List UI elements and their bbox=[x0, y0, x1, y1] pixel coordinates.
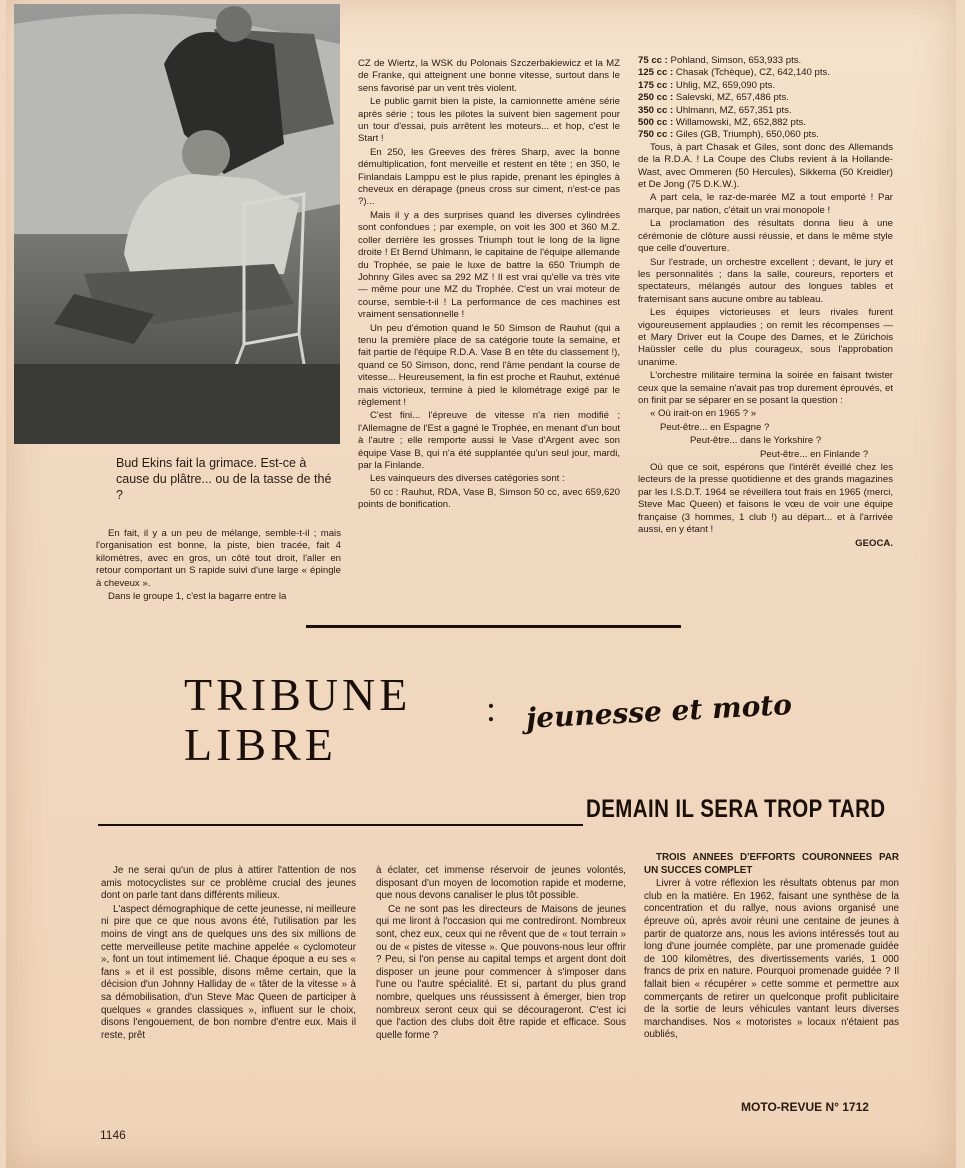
paragraph: Les équipes victorieuses et leurs rivales furent vigoureusement applaudies ; on remit les récompenses — et Mary Driver eut la Coupe des Dames, et le Zürichois Haüssler celle du plus courageux, sous l'approbation unanime. bbox=[638, 307, 893, 368]
paragraph: A part cela, le raz-de-marée MZ a tout emporté ! Par marque, par nation, c'était un vrai monopole ! bbox=[638, 192, 893, 216]
paragraph: En fait, il y a un peu de mélange, semble-t-il ; mais l'organisation est bonne, la piste, bien tracée, fait 4 kilomètres, avec en gros, un côté tout droit, l'aller en retour comportant un S rapide suivi d'une large « épingle à cheveux ». bbox=[96, 528, 341, 589]
paragraph: L'orchestre militaire termina la soirée en faisant twister ceux que la semaine n'avait pas trop durement éprouvés, et on finit par se séparer en se posant la question : bbox=[638, 370, 893, 406]
result-line: 175 cc : Uhlig, MZ, 659,090 pts. bbox=[638, 79, 776, 91]
section-heading: TROIS ANNEES D'EFFORTS COURONNEES PAR UN SUCCES COMPLET bbox=[644, 852, 899, 876]
paragraph: Ce ne sont pas les directeurs de Maisons de jeunes qui me liront à l'occasion qui me contrediront. Nombreux sont, chez eux, ceux qui ne rêvent que de « tout terrain » ou de « pistes de vitesse ». Que pouvons-nous leur offrir ? Peu, si l'on pense au capital temps et argent dont doit disposer un jeune pour commencer à s'imposer dans l'une ou l'autre spécialité. Et si, partant du plus grand nombre, quelques uns réussissent à émerger, bien trop nombreux seront ceux qui se décourageront. C'est ici que l'action des clubs doit être rapide et efficace. Sous quelle forme ? bbox=[376, 903, 626, 1041]
lower-column-2 bbox=[376, 865, 626, 1043]
headline-colon: : bbox=[486, 689, 497, 729]
column-3 bbox=[638, 55, 893, 552]
column-1 bbox=[96, 528, 341, 604]
paragraph: à éclater, cet immense réservoir de jeunes volontés, disposant d'un moyen de locomotion rapide et moderne, que nous devons canaliser le plus tôt possible. bbox=[376, 865, 626, 902]
paragraph: Où que ce soit, espérons que l'intérêt éveillé chez les lecteurs de la presse quotidienne et des grands magazines par les I.S.D.T. 1964 se réveillera tout frais en 1965 (merci, Steve Mac Queen) et faisons le vœu de voir une équipe française (3 hommes, 1 club !) au départ... et à l'arrivée aussi, en y étant ! bbox=[638, 462, 893, 536]
paragraph: Livrer à votre réflexion les résultats obtenus par mon club en la matière. En 1962, faisant une synthèse de la concentration et du rallye, nous avions organisé une épreuve où, après avoir réuni une centaine de jeunes à partir de quatorze ans, nous les avions intéressés tout au long d'une journée complète, par une promenade guidée de 100 kilomètres, des divertissements variés, 1 000 francs de prix en nature. Pourquoi promenade guidée ? Il fallait bien « récupérer » cette somme et permettre aux commerçants de retirer un quelconque profit publicitaire de la sortie de leurs véhicules vantant leurs diverses marchandises. Nos « motoristes » locaux n'étaient pas oubliés, bbox=[644, 878, 899, 1041]
paragraph: Le public garnit bien la piste, la camionnette amène série après série ; tous les pilotes la suivent bien sagement pour un tour d'essai, puis arrêtent les moteurs... et hop, c'est le Start ! bbox=[358, 96, 620, 145]
paragraph: La proclamation des résultats donna lieu à une cérémonie de clôture aussi réussie, et dans le même style que celle d'ouverture. bbox=[638, 218, 893, 255]
divider-top bbox=[306, 625, 681, 628]
results-list bbox=[638, 55, 893, 142]
paragraph: En 250, les Greeves des frères Sharp, avec la bonne démultiplication, font merveille et restent en tête ; en 350, le Finlandais Lamppu est le plus rapide, prenant les épingles à cheveux en dérapage (pneus cross sur ciment, n'est-ce pas ?)... bbox=[358, 146, 620, 208]
paragraph: Un peu d'émotion quand le 50 Simson de Rauhut (qui a tenu la première place de sa catégorie toute la semaine, et fait partie de l'équipe R.D.A. Vase B en tête du classement !), quand ce 50 Simson, donc, rend l'âme pendant la course de vitesse... Heureusement, la fin est proche et Rauhut, exténué mais victorieux, termine à pied le kilométrage exigé par le règlement ! bbox=[358, 322, 620, 408]
paragraph: 50 cc : Rauhut, RDA, Vase B, Simson 50 cc, avec 659,620 points de bonification. bbox=[358, 486, 620, 511]
paragraph: Les vainqueurs des diverses catégories sont : bbox=[370, 473, 565, 485]
paragraph: Dans le groupe 1, c'est la bagarre entre la bbox=[108, 591, 287, 603]
paragraph: L'aspect démographique de cette jeunesse, ni meilleure ni pire que ce que nous avons été, l'utilisation par les moins de vingt ans de quelques uns des six millions de cette merveilleuse petite machine appelée « cyclomoteur », font un tout intimement lié. Chaque époque a eu ses « fans » et il est possible, disons même certain, que la décision d'un Johnny Halliday de « tâter de la vitesse » à sa démobilisation, d'un Steve Mac Queen de participer à quelques « grandes classiques », influent sur le choix, disons l'engouement, de bon nombre d'entre eux. Mais il reste, prêt bbox=[101, 903, 356, 1041]
result-line: 250 cc : Salevski, MZ, 657,486 pts. bbox=[638, 92, 789, 104]
headline-tribune-libre: TRIBUNE LIBRE bbox=[184, 669, 412, 770]
paragraph: CZ de Wiertz, la WSK du Polonais Szczerbakiewicz et la MZ de Franke, qui atteignent une bonne vitesse, surtout dans le sens favorisé par un vent très violent. bbox=[358, 58, 620, 94]
paragraph: C'est fini... l'épreuve de vitesse n'a rien modifié ; l'Allemagne de l'Est a gagné le Trophée, en menant d'un bout à l'autre ; elle remporte aussi le Vase d'Argent avec son équipe Vase B, qui n'a été supplantée qu'un seul jour, mardi, par la Finlande. bbox=[358, 410, 620, 471]
paragraph: Peut-être... en Espagne ? bbox=[660, 421, 770, 433]
magazine-issue: MOTO-REVUE N° 1712 bbox=[741, 1100, 869, 1114]
result-line: 750 cc : Giles (GB, Triumph), 650,060 pts. bbox=[638, 129, 819, 141]
headline-script: jeunesse et moto bbox=[525, 688, 793, 735]
photo-bud-ekins bbox=[14, 4, 340, 444]
paragraph: Peut-être... dans le Yorkshire ? bbox=[690, 435, 822, 447]
subheadline-demain: DEMAIN IL SERA TROP TARD bbox=[586, 795, 886, 823]
paragraph: Tous, à part Chasak et Giles, sont donc des Allemands de la R.D.A. ! La Coupe des Clubs revient à la Hollande-Wast, avec Ommeren (50 Hercules), Sikkema (50 Kreidler) et De Jong (75 D.K.W.). bbox=[638, 141, 893, 191]
paragraph: Je ne serai qu'un de plus à attirer l'attention de nos amis motocyclistes sur ce problème crucial des jeunes dont on parle tant dans différents milieux. bbox=[101, 865, 356, 902]
paragraph: Sur l'estrade, un orchestre excellent ; devant, le jury et les personnalités ; dans la salle, coureurs, reporters et spectateurs, mélangés autour des longues tables et fraternisant sans aucune ombre au tableau. bbox=[638, 256, 893, 305]
column-2 bbox=[358, 58, 620, 513]
lower-column-3 bbox=[644, 852, 899, 1043]
photo-illustration bbox=[14, 4, 340, 444]
result-line: 75 cc : Pohland, Simson, 653,933 pts. bbox=[638, 55, 802, 66]
page bbox=[6, 0, 956, 1168]
lower-column-1 bbox=[101, 865, 356, 1043]
photo-caption: Bud Ekins fait la grimace. Est-ce à cause du plâtre... ou de la tasse de thé ? bbox=[116, 456, 332, 502]
page-number: 1146 bbox=[100, 1128, 126, 1142]
paragraph: « Où irait-on en 1965 ? » bbox=[650, 408, 757, 420]
result-line: 500 cc : Willamowski, MZ, 652,882 pts. bbox=[638, 117, 806, 129]
paragraph: Mais il y a des surprises quand les diverses cylindrées sont confondues ; par exemple, on voit les 300 et 360 M.Z. coller derrière les grosses Triumph tout le long de la ligne droite ! Et Bernd Uhlmann, le capitaine de l'équipe allemande du Trophée, se paie le luxe de battre la 650 Triumph de Johnny Giles avec sa 292 MZ ! Il est vrai qu'elle va très vite — même pour une MZ du Trophée. C'est un vrai moteur de course, semble-t-il ! La performance de ces machines est vraiment sensationnelle ! bbox=[358, 209, 620, 321]
result-line: 125 cc : Chasak (Tchèque), CZ, 642,140 pts. bbox=[638, 67, 831, 79]
result-line: 350 cc : Uhlmann, MZ, 657,351 pts. bbox=[638, 104, 792, 116]
paragraph: Peut-être... en Finlande ? bbox=[760, 448, 869, 460]
divider-headline bbox=[98, 824, 583, 826]
signature: GEOCA. bbox=[855, 538, 893, 550]
